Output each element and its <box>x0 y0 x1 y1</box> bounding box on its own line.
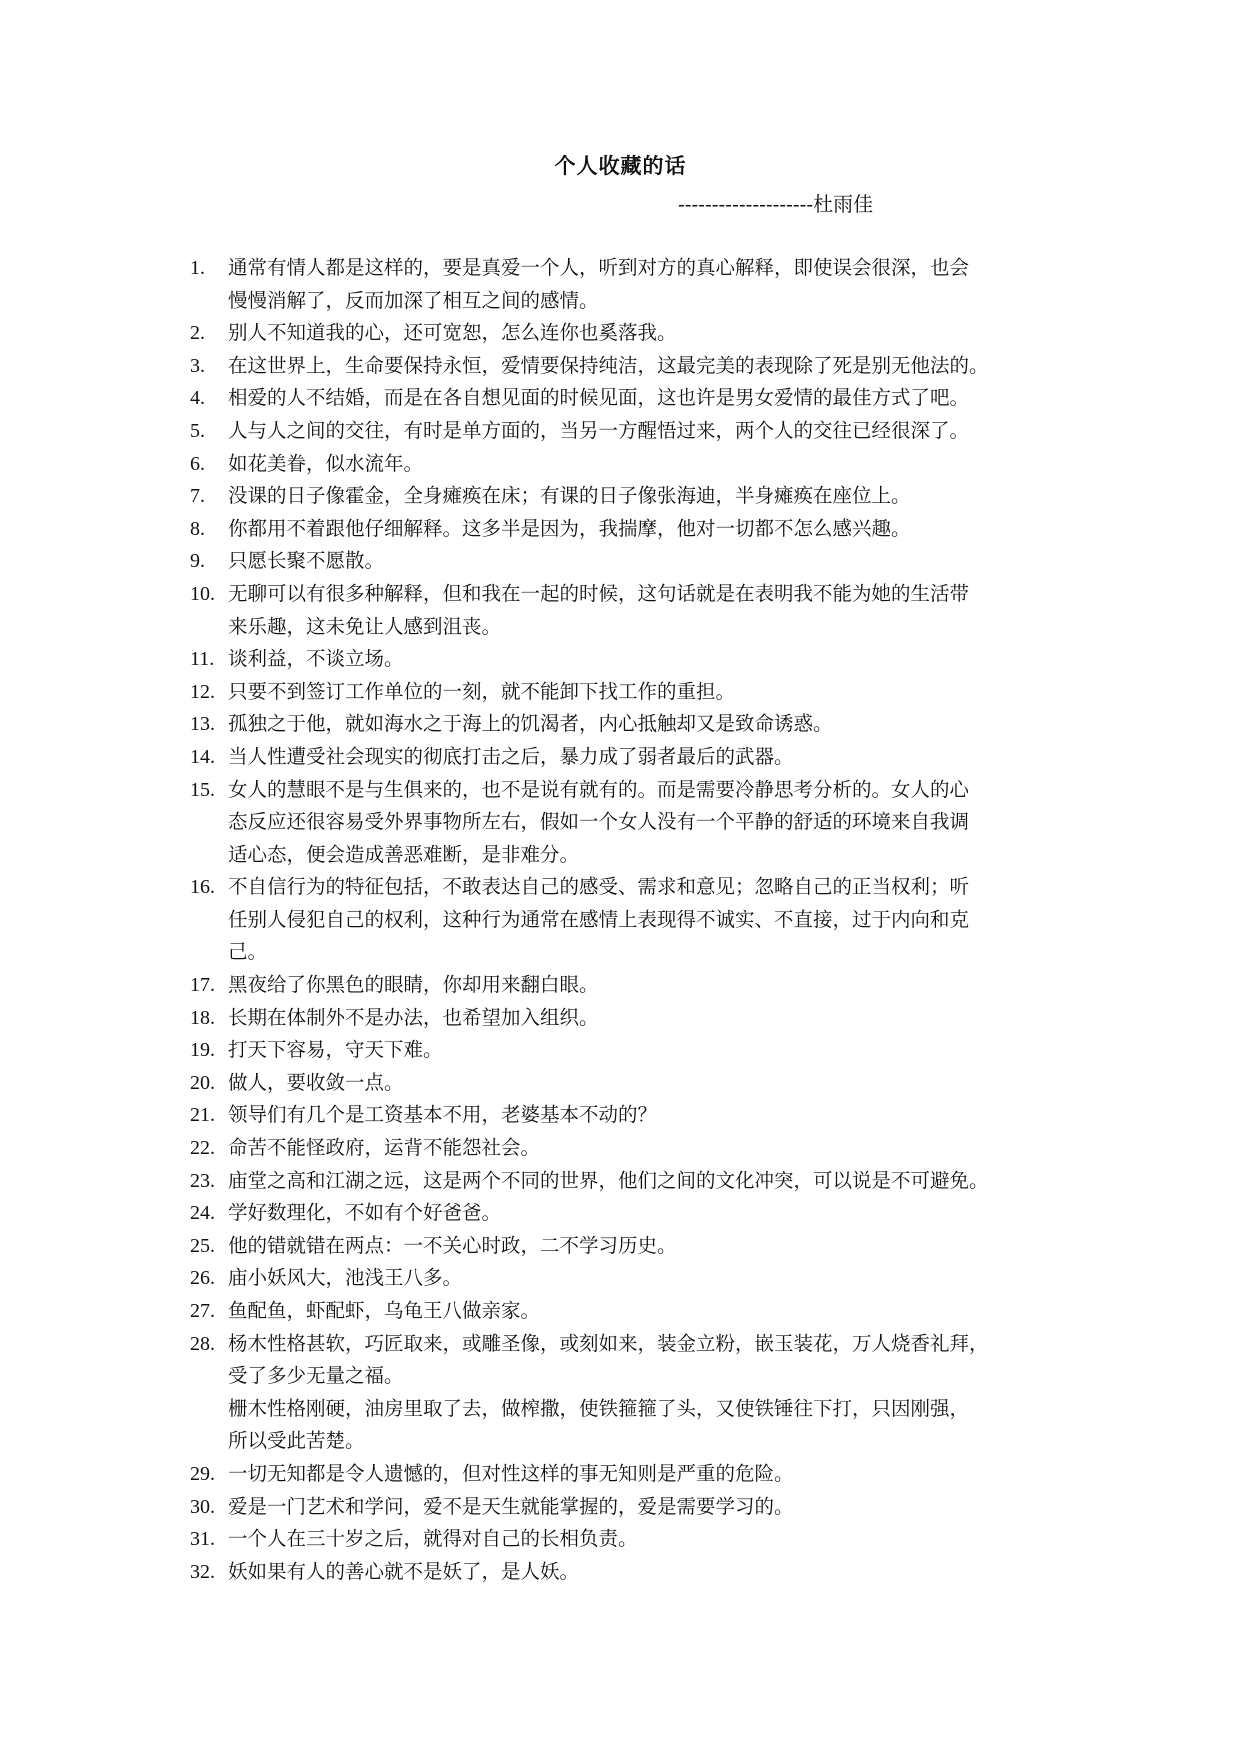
quote-item <box>190 578 1060 643</box>
quote-number: 20. <box>190 1071 215 1094</box>
quote-item <box>190 1132 1060 1165</box>
quote-number: 10. <box>190 582 215 605</box>
quote-number: 19. <box>190 1039 215 1062</box>
quote-item <box>190 448 1060 481</box>
quote-number: 21. <box>190 1104 215 1127</box>
quote-item <box>190 774 1060 872</box>
quote-text: 孤独之于他，就如海水之于海上的饥渴者，内心抵触却又是致命诱惑。 <box>228 712 833 736</box>
quote-text: 杨木性格甚软，巧匠取来，或雕圣像，或刻如来，装金立粉，嵌玉装花，万人烧香礼拜， 受了多少无量之福。 栅木性格刚硬，油房里取了去，做榨撒，使铁箍箍了头，又使铁锤往下打，只因刚强， 所以受此苦楚。 <box>228 1331 989 1453</box>
quote-text: 没课的日子像霍金，全身瘫痪在床；有课的日子像张海迪，半身瘫痪在座位上。 <box>228 484 911 508</box>
quote-item <box>190 1262 1060 1295</box>
quote-text: 别人不知道我的心，还可宽恕，怎么连你也奚落我。 <box>228 321 677 345</box>
quote-number: 4. <box>190 387 205 410</box>
quote-text: 通常有情人都是这样的，要是真爱一个人，听到对方的真心解释，即使误会很深，也会 慢慢消解了，反而加深了相互之间的感情。 <box>228 256 970 312</box>
quote-item <box>190 969 1060 1002</box>
quote-item <box>190 1197 1060 1230</box>
quote-text: 你都用不着跟他仔细解释。这多半是因为，我揣摩，他对一切都不怎么感兴趣。 <box>228 516 911 540</box>
quote-number: 14. <box>190 745 215 768</box>
quote-item <box>190 1328 1060 1458</box>
quote-text: 做人，要收敛一点。 <box>228 1070 404 1094</box>
quote-number: 23. <box>190 1169 215 1192</box>
quote-list <box>190 252 1060 1588</box>
quote-text: 无聊可以有很多种解释，但和我在一起的时候，这句话就是在表明我不能为她的生活带 来乐趣，这未免让人感到沮丧。 <box>228 581 970 638</box>
quote-item <box>190 415 1060 448</box>
quote-number: 31. <box>190 1528 215 1551</box>
quote-number: 13. <box>190 713 215 736</box>
quote-number: 28. <box>190 1332 215 1355</box>
quote-item <box>190 871 1060 969</box>
quote-item <box>190 480 1060 513</box>
quote-item <box>190 545 1060 578</box>
quote-item <box>190 350 1060 383</box>
quote-text: 领导们有几个是工资基本不用，老婆基本不动的？ <box>228 1103 658 1127</box>
quote-number: 8. <box>190 517 205 540</box>
quote-text: 庙堂之高和江湖之远，这是两个不同的世界，他们之间的文化冲突，可以说是不可避免。 <box>228 1168 989 1192</box>
quote-number: 12. <box>190 680 215 703</box>
quote-item <box>190 1099 1060 1132</box>
quote-item <box>190 1295 1060 1328</box>
quote-text: 长期在体制外不是办法，也希望加入组织。 <box>228 1005 599 1029</box>
quote-item <box>190 1491 1060 1524</box>
quote-text: 命苦不能怪政府，运背不能怨社会。 <box>228 1136 541 1160</box>
quote-text: 学好数理化，不如有个好爸爸。 <box>228 1201 502 1225</box>
quote-number: 32. <box>190 1560 215 1583</box>
quote-item <box>190 643 1060 676</box>
quote-number: 15. <box>190 778 215 801</box>
quote-item <box>190 1067 1060 1100</box>
quote-number: 5. <box>190 419 205 442</box>
quote-text: 妖如果有人的善心就不是妖了，是人妖。 <box>228 1559 580 1583</box>
quote-text: 鱼配鱼，虾配虾，乌龟王八做亲家。 <box>228 1299 541 1322</box>
quote-number: 30. <box>190 1495 215 1518</box>
document-author: --------------------杜雨佳 <box>678 192 874 216</box>
quote-number: 3. <box>190 354 205 377</box>
quote-item <box>190 1034 1060 1067</box>
quote-item <box>190 708 1060 741</box>
quote-number: 26. <box>190 1267 215 1290</box>
quote-text: 一个人在三十岁之后，就得对自己的长相负责。 <box>228 1527 638 1551</box>
quote-number: 7. <box>190 485 205 508</box>
quote-number: 1. <box>190 257 205 279</box>
quote-item <box>190 1523 1060 1556</box>
quote-item <box>190 513 1060 546</box>
quote-number: 25. <box>190 1234 215 1257</box>
quote-text: 一切无知都是令人遗憾的，但对性这样的事无知则是严重的危险。 <box>228 1461 794 1485</box>
quote-number: 11. <box>190 648 215 671</box>
quote-number: 27. <box>190 1300 215 1322</box>
quote-number: 18. <box>190 1006 215 1029</box>
quote-text: 相爱的人不结婚，而是在各自想见面的时候见面，这也许是男女爱情的最佳方式了吧。 <box>228 386 970 410</box>
quote-number: 22. <box>190 1137 215 1160</box>
quote-text: 他的错就错在两点：一不关心时政，二不学习历史。 <box>228 1233 677 1257</box>
quote-item <box>190 1556 1060 1589</box>
quote-number: 24. <box>190 1202 215 1225</box>
quote-item <box>190 382 1060 415</box>
quote-item <box>190 252 1060 317</box>
quote-text: 在这世界上，生命要保持永恒，爱情要保持纯洁，这最完美的表现除了死是别无他法的。 <box>228 353 989 377</box>
quote-item <box>190 1165 1060 1198</box>
quote-item <box>190 317 1060 350</box>
quote-text: 女人的慧眼不是与生俱来的，也不是说有就有的。而是需要冷静思考分析的。女人的心 态反应还很容易受外界事物所左右，假如一个女人没有一个平静的舒适的环境来自我调 适心态，便会造成善恶难断，是非难分。 <box>228 777 970 866</box>
quote-item <box>190 741 1060 774</box>
quote-text: 当人性遭受社会现实的彻底打击之后，暴力成了弱者最后的武器。 <box>228 744 794 768</box>
quote-number: 6. <box>190 452 205 475</box>
quote-item <box>190 676 1060 709</box>
quote-text: 爱是一门艺术和学问，爱不是天生就能掌握的，爱是需要学习的。 <box>228 1494 794 1518</box>
quote-text: 如花美眷，似水流年。 <box>228 451 424 475</box>
quote-text: 打天下容易，守天下难。 <box>228 1038 443 1062</box>
quote-number: 17. <box>190 974 215 997</box>
quote-text: 黑夜给了你黑色的眼睛，你却用来翻白眼。 <box>228 973 599 997</box>
quote-item <box>190 1458 1060 1491</box>
document-title: 个人收藏的话 <box>554 153 687 178</box>
quote-text: 庙小妖风大，池浅王八多。 <box>228 1266 463 1290</box>
quote-number: 16. <box>190 876 215 899</box>
quote-item <box>190 1230 1060 1263</box>
quote-text: 不自信行为的特征包括，不敢表达自己的感受、需求和意见；忽略自己的正当权利；听 任别人侵犯自己的权利，这种行为通常在感情上表现得不诚实、不直接，过于内向和克 己。 <box>228 875 970 964</box>
quote-number: 2. <box>190 322 205 345</box>
quote-number: 9. <box>190 550 205 573</box>
quote-text: 只要不到签订工作单位的一刻，就不能卸下找工作的重担。 <box>228 679 736 703</box>
quote-text: 只愿长聚不愿散。 <box>228 549 385 573</box>
quote-item <box>190 1002 1060 1035</box>
quote-number: 29. <box>190 1462 215 1485</box>
quote-text: 人与人之间的交往，有时是单方面的，当另一方醒悟过来，两个人的交往已经很深了。 <box>228 418 970 442</box>
quote-text: 谈利益，不谈立场。 <box>228 647 404 671</box>
